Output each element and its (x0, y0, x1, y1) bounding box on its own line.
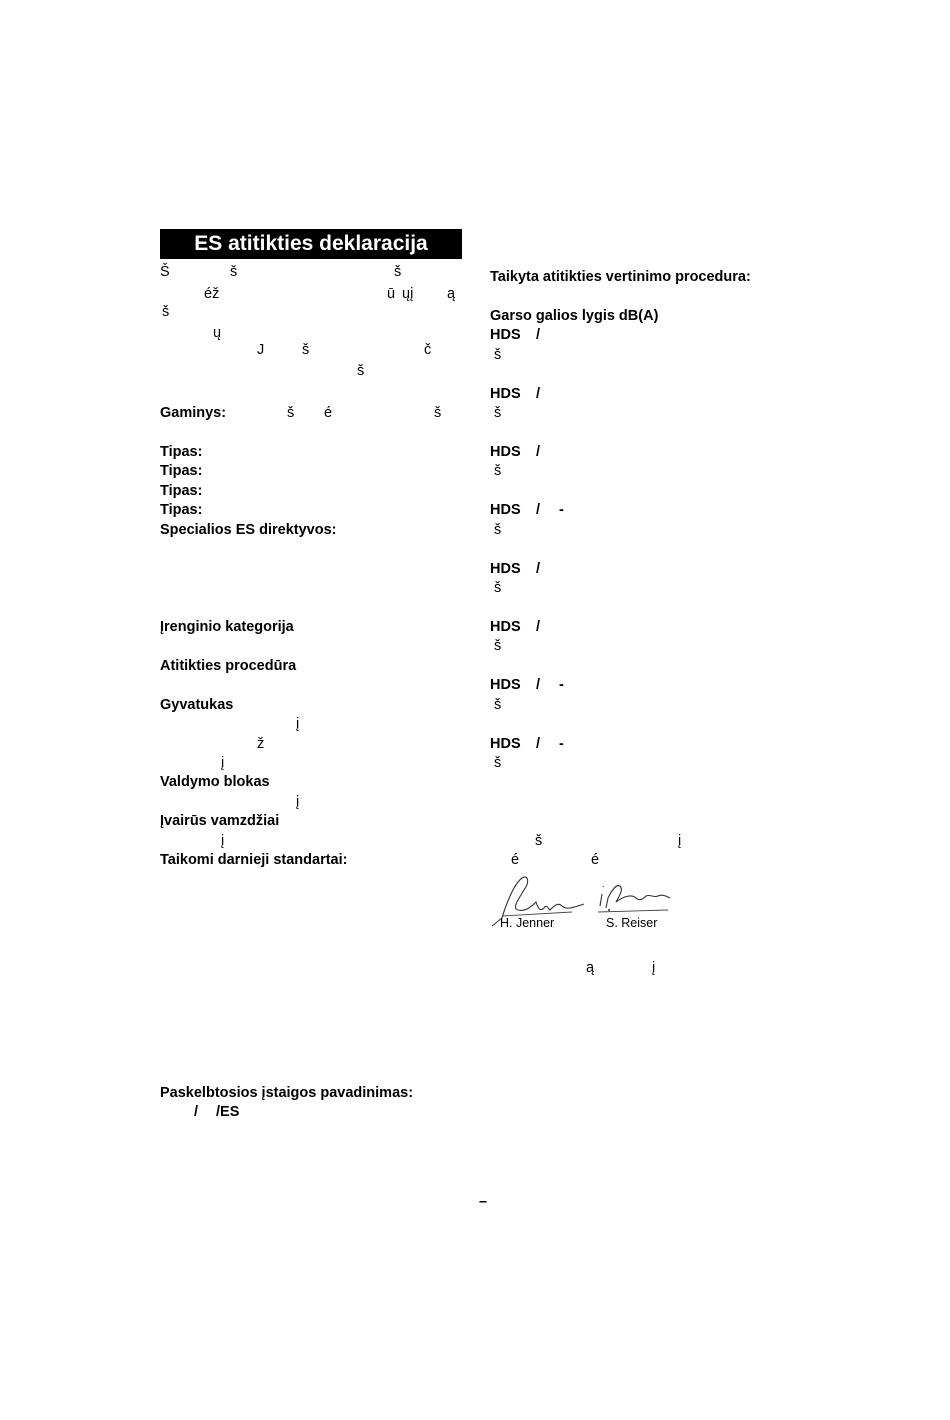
intro-fragment: J (257, 342, 265, 358)
directives-label: Specialios ES direktyvos: (160, 522, 337, 538)
coil-fragment: ž (257, 736, 265, 752)
intro-fragment: ųį (402, 286, 414, 302)
signature-name: H. Jenner (500, 916, 555, 930)
signatory-fragment: é (591, 852, 600, 868)
page-footer-dash: – (479, 1194, 488, 1210)
signature-block (488, 872, 678, 934)
type-label: Tipas: (160, 483, 203, 499)
model-slash: / (536, 327, 541, 343)
type-label: Tipas: (160, 463, 203, 479)
product-label: Gaminys: (160, 405, 227, 421)
model-slash: / (536, 736, 541, 752)
signatory-fragment: é (511, 852, 520, 868)
coil-fragment: į (296, 716, 300, 732)
model-detail: š (494, 347, 502, 363)
intro-fragment: Š (160, 264, 170, 280)
model-detail: š (494, 638, 502, 654)
type-label: Tipas: (160, 444, 203, 460)
model-slash: / (536, 386, 541, 402)
model-name: HDS (490, 677, 521, 693)
model-slash: / (536, 619, 541, 635)
intro-fragment: č (424, 342, 432, 358)
model-detail: š (494, 405, 502, 421)
intro-fragment: ą (447, 286, 456, 302)
model-detail: š (494, 580, 502, 596)
control-unit-fragment: į (296, 794, 300, 810)
model-detail: š (494, 522, 502, 538)
intro-fragment: ų (213, 325, 222, 341)
model-name: HDS (490, 619, 521, 635)
model-dash: - (559, 736, 564, 752)
coil-fragment: į (221, 755, 225, 771)
model-slash: / (536, 502, 541, 518)
model-name: HDS (490, 561, 521, 577)
model-slash: / (536, 677, 541, 693)
document-title: ES atitikties deklaracija (160, 229, 462, 259)
notified-body-fragment: / (194, 1104, 199, 1120)
authorized-fragment: į (652, 960, 656, 976)
assessment-procedure-label: Taikyta atitikties vertinimo procedura: (490, 269, 751, 285)
intro-fragment: š (394, 264, 402, 280)
model-detail: š (494, 755, 502, 771)
conformity-procedure-label: Atitikties procedūra (160, 658, 297, 674)
intro-fragment: š (302, 342, 310, 358)
sound-power-label: Garso galios lygis dB(A) (490, 308, 659, 324)
model-detail: š (494, 463, 502, 479)
pipes-label: Įvairūs vamzdžiai (160, 813, 280, 829)
device-category-label: Įrenginio kategorija (160, 619, 294, 635)
model-name: HDS (490, 502, 521, 518)
notified-body-fragment: /ES (216, 1104, 240, 1120)
notified-body-label: Paskelbtosios įstaigos pavadinimas: (160, 1085, 414, 1101)
signatory-fragment: į (678, 833, 682, 849)
signature-name: S. Reiser (606, 916, 658, 930)
intro-fragment: š (357, 363, 365, 379)
intro-fragment: š (162, 304, 170, 320)
type-label: Tipas: (160, 502, 203, 518)
intro-fragment: š (230, 264, 238, 280)
product-fragment: š (434, 405, 442, 421)
signatory-fragment: š (535, 833, 543, 849)
model-dash: - (559, 677, 564, 693)
model-slash: / (536, 444, 541, 460)
standards-label: Taikomi darnieji standartai: (160, 852, 348, 868)
model-name: HDS (490, 736, 521, 752)
authorized-fragment: ą (586, 960, 595, 976)
pipes-fragment: į (221, 833, 225, 849)
intro-fragment: éž (204, 286, 220, 302)
model-slash: / (536, 561, 541, 577)
model-name: HDS (490, 386, 521, 402)
model-name: HDS (490, 444, 521, 460)
product-fragment: š (287, 405, 295, 421)
product-fragment: é (324, 405, 333, 421)
model-dash: - (559, 502, 564, 518)
model-detail: š (494, 697, 502, 713)
model-name: HDS (490, 327, 521, 343)
control-unit-label: Valdymo blokas (160, 774, 270, 790)
intro-fragment: ū (387, 286, 396, 302)
coil-label: Gyvatukas (160, 697, 234, 713)
